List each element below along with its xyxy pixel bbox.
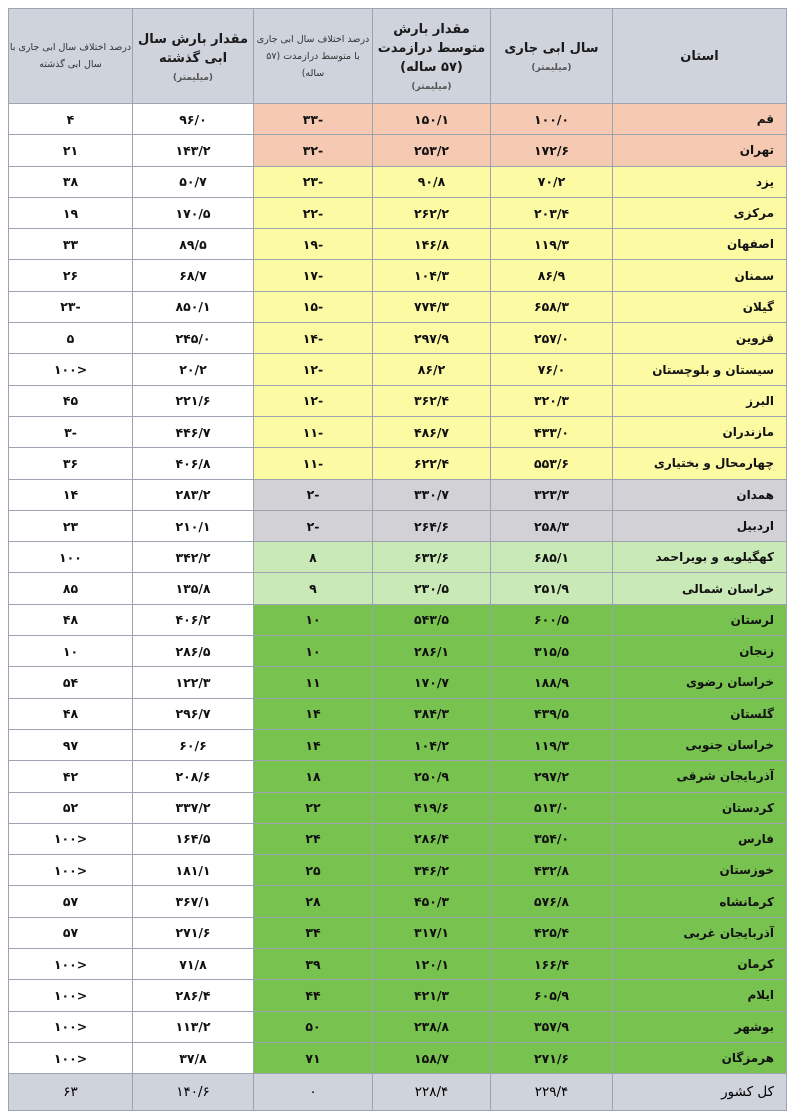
diff-vs-avg-cell: -۳۲ <box>254 135 373 166</box>
long-term-avg-cell: ۹۰/۸ <box>373 166 491 197</box>
current-year-cell: ۳۲۳/۳ <box>491 479 613 510</box>
long-term-avg-cell: ۱۴۶/۸ <box>373 229 491 260</box>
last-year-cell: ۶۸/۷ <box>133 260 254 291</box>
last-year-cell: ۳۴۲/۲ <box>133 542 254 573</box>
current-year-cell: ۳۵۷/۹ <box>491 1011 613 1042</box>
current-year-cell: ۴۳۲/۸ <box>491 855 613 886</box>
total-diff-avg-cell: ۰ <box>254 1074 373 1111</box>
long-term-avg-cell: ۲۳۰/۵ <box>373 573 491 604</box>
long-term-avg-cell: ۴۸۶/۷ <box>373 416 491 447</box>
province-cell: هرمزگان <box>613 1042 787 1073</box>
last-year-cell: ۱۶۴/۵ <box>133 823 254 854</box>
table-row <box>9 949 787 980</box>
province-cell: اردبیل <box>613 510 787 541</box>
long-term-avg-cell: ۴۲۱/۳ <box>373 980 491 1011</box>
diff-vs-last-cell: ۱۴ <box>9 479 133 510</box>
diff-vs-avg-cell: -۱۱ <box>254 448 373 479</box>
diff-vs-avg-cell: ۷۱ <box>254 1042 373 1073</box>
table-row <box>9 197 787 228</box>
province-cell: فارس <box>613 823 787 854</box>
last-year-cell: ۴۴۶/۷ <box>133 416 254 447</box>
last-year-cell: ۱۳۵/۸ <box>133 573 254 604</box>
long-term-avg-cell: ۳۶۲/۴ <box>373 385 491 416</box>
diff-vs-last-cell: ۴۸ <box>9 698 133 729</box>
last-year-cell: ۳۳۷/۲ <box>133 792 254 823</box>
long-term-avg-cell: ۸۶/۲ <box>373 354 491 385</box>
header-diff-vs-last: درصد اختلاف سال ابی جاری با سال ابی گذشته <box>9 9 133 104</box>
diff-vs-avg-cell: -۱۷ <box>254 260 373 291</box>
province-cell: یزد <box>613 166 787 197</box>
province-cell: خوزستان <box>613 855 787 886</box>
header-current-year: سال ابی جاری (میلیمتر) <box>491 9 613 104</box>
current-year-cell: ۳۵۴/۰ <box>491 823 613 854</box>
province-cell: تهران <box>613 135 787 166</box>
diff-vs-last-cell: ۵۷ <box>9 886 133 917</box>
last-year-cell: ۹۶/۰ <box>133 104 254 135</box>
long-term-avg-cell: ۲۸۶/۱ <box>373 636 491 667</box>
table-row <box>9 104 787 135</box>
last-year-cell: ۲۸۶/۴ <box>133 980 254 1011</box>
province-cell: البرز <box>613 385 787 416</box>
long-term-avg-cell: ۱۲۰/۱ <box>373 949 491 980</box>
long-term-avg-cell: ۲۵۳/۲ <box>373 135 491 166</box>
diff-vs-last-cell: ۴۵ <box>9 385 133 416</box>
current-year-cell: ۳۲۰/۳ <box>491 385 613 416</box>
diff-vs-last-cell: ۳۳ <box>9 229 133 260</box>
long-term-avg-cell: ۵۴۳/۵ <box>373 604 491 635</box>
diff-vs-last-cell: <۱۰۰ <box>9 1011 133 1042</box>
current-year-cell: ۲۵۱/۹ <box>491 573 613 604</box>
last-year-cell: ۵۰/۷ <box>133 166 254 197</box>
long-term-avg-cell: ۳۴۶/۲ <box>373 855 491 886</box>
province-cell: کرمان <box>613 949 787 980</box>
current-year-cell: ۴۲۵/۴ <box>491 917 613 948</box>
diff-vs-last-cell: <۱۰۰ <box>9 855 133 886</box>
diff-vs-last-cell: ۴ <box>9 104 133 135</box>
diff-vs-avg-cell: ۱۱ <box>254 667 373 698</box>
province-cell: مرکزی <box>613 197 787 228</box>
diff-vs-last-cell: ۱۰ <box>9 636 133 667</box>
diff-vs-avg-cell: ۳۴ <box>254 917 373 948</box>
header-last-year: مقدار بارش سال ابی گذشته (میلیمتر) <box>133 9 254 104</box>
long-term-avg-cell: ۳۸۴/۳ <box>373 698 491 729</box>
table-row <box>9 323 787 354</box>
province-cell: آذربایجان غربی <box>613 917 787 948</box>
long-term-avg-cell: ۳۱۷/۱ <box>373 917 491 948</box>
table-row <box>9 698 787 729</box>
province-cell: کهگیلویه و بویراحمد <box>613 542 787 573</box>
table-row <box>9 510 787 541</box>
diff-vs-avg-cell: -۱۴ <box>254 323 373 354</box>
table-row <box>9 542 787 573</box>
current-year-cell: ۲۵۷/۰ <box>491 323 613 354</box>
diff-vs-avg-cell: -۱۲ <box>254 385 373 416</box>
long-term-avg-cell: ۱۵۸/۷ <box>373 1042 491 1073</box>
last-year-cell: ۲۰/۲ <box>133 354 254 385</box>
current-year-cell: ۲۵۸/۳ <box>491 510 613 541</box>
total-current-cell: ۲۲۹/۴ <box>491 1074 613 1111</box>
last-year-cell: ۱۴۳/۲ <box>133 135 254 166</box>
current-year-cell: ۱۸۸/۹ <box>491 667 613 698</box>
long-term-avg-cell: ۲۶۲/۲ <box>373 197 491 228</box>
diff-vs-avg-cell: -۱۹ <box>254 229 373 260</box>
long-term-avg-cell: ۴۱۹/۶ <box>373 792 491 823</box>
current-year-cell: ۲۹۷/۲ <box>491 761 613 792</box>
long-term-avg-cell: ۳۳۰/۷ <box>373 479 491 510</box>
long-term-avg-cell: ۷۷۴/۳ <box>373 291 491 322</box>
last-year-cell: ۲۷۱/۶ <box>133 917 254 948</box>
province-cell: آذربایجان شرقی <box>613 761 787 792</box>
diff-vs-avg-cell: ۹ <box>254 573 373 604</box>
diff-vs-last-cell: ۲۶ <box>9 260 133 291</box>
diff-vs-last-cell: ۴۲ <box>9 761 133 792</box>
long-term-avg-cell: ۶۳۲/۶ <box>373 542 491 573</box>
diff-vs-last-cell: ۲۱ <box>9 135 133 166</box>
table-row <box>9 761 787 792</box>
last-year-cell: ۲۹۶/۷ <box>133 698 254 729</box>
diff-vs-avg-cell: ۸ <box>254 542 373 573</box>
table-row <box>9 1042 787 1073</box>
table-row <box>9 980 787 1011</box>
last-year-cell: ۸۵۰/۱ <box>133 291 254 322</box>
last-year-cell: ۲۲۱/۶ <box>133 385 254 416</box>
header-row <box>9 9 787 104</box>
province-cell: گیلان <box>613 291 787 322</box>
diff-vs-last-cell: ۴۸ <box>9 604 133 635</box>
table-row <box>9 166 787 197</box>
header-province: استان <box>613 9 787 104</box>
diff-vs-avg-cell: -۲ <box>254 510 373 541</box>
table-row <box>9 792 787 823</box>
diff-vs-last-cell: <۱۰۰ <box>9 354 133 385</box>
diff-vs-last-cell: -۲۳ <box>9 291 133 322</box>
table-row <box>9 291 787 322</box>
table-row <box>9 260 787 291</box>
diff-vs-avg-cell: -۱۱ <box>254 416 373 447</box>
current-year-cell: ۴۳۹/۵ <box>491 698 613 729</box>
diff-vs-avg-cell: -۳۳ <box>254 104 373 135</box>
diff-vs-avg-cell: ۲۴ <box>254 823 373 854</box>
table-row <box>9 917 787 948</box>
diff-vs-avg-cell: ۴۴ <box>254 980 373 1011</box>
province-cell: مازندران <box>613 416 787 447</box>
table-row <box>9 229 787 260</box>
table-row <box>9 416 787 447</box>
diff-vs-avg-cell: ۱۴ <box>254 698 373 729</box>
last-year-cell: ۱۱۳/۲ <box>133 1011 254 1042</box>
long-term-avg-cell: ۲۸۶/۴ <box>373 823 491 854</box>
last-year-cell: ۲۸۶/۵ <box>133 636 254 667</box>
diff-vs-avg-cell: ۲۲ <box>254 792 373 823</box>
province-cell: قزوین <box>613 323 787 354</box>
diff-vs-last-cell: ۹۷ <box>9 729 133 760</box>
current-year-cell: ۶۰۵/۹ <box>491 980 613 1011</box>
current-year-cell: ۵۷۶/۸ <box>491 886 613 917</box>
province-cell: کرمانشاه <box>613 886 787 917</box>
diff-vs-avg-cell: ۲۵ <box>254 855 373 886</box>
total-row <box>9 1074 787 1111</box>
diff-vs-last-cell: ۲۳ <box>9 510 133 541</box>
rainfall-table-container <box>8 8 786 1111</box>
table-row <box>9 667 787 698</box>
diff-vs-last-cell: -۳ <box>9 416 133 447</box>
table-body <box>9 104 787 1074</box>
table-row <box>9 135 787 166</box>
long-term-avg-cell: ۲۶۴/۶ <box>373 510 491 541</box>
diff-vs-last-cell: ۵۲ <box>9 792 133 823</box>
diff-vs-avg-cell: ۱۰ <box>254 636 373 667</box>
long-term-avg-cell: ۱۵۰/۱ <box>373 104 491 135</box>
diff-vs-last-cell: ۱۰۰ <box>9 542 133 573</box>
last-year-cell: ۴۰۶/۲ <box>133 604 254 635</box>
last-year-cell: ۸۹/۵ <box>133 229 254 260</box>
last-year-cell: ۳۷/۸ <box>133 1042 254 1073</box>
current-year-cell: ۳۱۵/۵ <box>491 636 613 667</box>
diff-vs-avg-cell: ۱۰ <box>254 604 373 635</box>
last-year-cell: ۴۰۶/۸ <box>133 448 254 479</box>
diff-vs-last-cell: ۸۵ <box>9 573 133 604</box>
table-row <box>9 573 787 604</box>
current-year-cell: ۷۰/۲ <box>491 166 613 197</box>
province-cell: ایلام <box>613 980 787 1011</box>
long-term-avg-cell: ۲۹۷/۹ <box>373 323 491 354</box>
table-row <box>9 729 787 760</box>
province-cell: لرستان <box>613 604 787 635</box>
province-cell: گلستان <box>613 698 787 729</box>
total-diff-last-cell: ۶۳ <box>9 1074 133 1111</box>
diff-vs-avg-cell: -۱۵ <box>254 291 373 322</box>
last-year-cell: ۲۸۳/۲ <box>133 479 254 510</box>
table-row <box>9 636 787 667</box>
province-cell: قم <box>613 104 787 135</box>
diff-vs-avg-cell: ۵۰ <box>254 1011 373 1042</box>
province-cell: همدان <box>613 479 787 510</box>
diff-vs-last-cell: <۱۰۰ <box>9 949 133 980</box>
diff-vs-last-cell: <۱۰۰ <box>9 980 133 1011</box>
diff-vs-last-cell: <۱۰۰ <box>9 1042 133 1073</box>
long-term-avg-cell: ۴۵۰/۳ <box>373 886 491 917</box>
province-cell: خراسان شمالی <box>613 573 787 604</box>
current-year-cell: ۶۸۵/۱ <box>491 542 613 573</box>
current-year-cell: ۱۱۹/۳ <box>491 229 613 260</box>
province-cell: خراسان رضوی <box>613 667 787 698</box>
diff-vs-avg-cell: -۲ <box>254 479 373 510</box>
diff-vs-avg-cell: ۲۸ <box>254 886 373 917</box>
last-year-cell: ۱۸۱/۱ <box>133 855 254 886</box>
last-year-cell: ۲۰۸/۶ <box>133 761 254 792</box>
province-cell: سمنان <box>613 260 787 291</box>
province-cell: اصفهان <box>613 229 787 260</box>
total-province-cell: کل کشور <box>613 1074 787 1111</box>
last-year-cell: ۱۲۲/۳ <box>133 667 254 698</box>
header-diff-vs-avg: درصد اختلاف سال ابی جاری با متوسط درازمدت (۵۷ ساله) <box>254 9 373 104</box>
current-year-cell: ۲۷۱/۶ <box>491 1042 613 1073</box>
last-year-cell: ۳۶۷/۱ <box>133 886 254 917</box>
province-cell: زنجان <box>613 636 787 667</box>
current-year-cell: ۲۰۳/۴ <box>491 197 613 228</box>
diff-vs-last-cell: ۵۷ <box>9 917 133 948</box>
table-row <box>9 604 787 635</box>
province-cell: خراسان جنوبی <box>613 729 787 760</box>
province-cell: چهارمحال و بختیاری <box>613 448 787 479</box>
current-year-cell: ۶۰۰/۵ <box>491 604 613 635</box>
table-row <box>9 823 787 854</box>
diff-vs-last-cell: ۳۶ <box>9 448 133 479</box>
long-term-avg-cell: ۱۰۴/۳ <box>373 260 491 291</box>
province-cell: کردستان <box>613 792 787 823</box>
long-term-avg-cell: ۱۰۴/۲ <box>373 729 491 760</box>
current-year-cell: ۱۶۶/۴ <box>491 949 613 980</box>
province-cell: سیستان و بلوچستان <box>613 354 787 385</box>
diff-vs-last-cell: ۳۸ <box>9 166 133 197</box>
current-year-cell: ۶۵۸/۳ <box>491 291 613 322</box>
last-year-cell: ۲۱۰/۱ <box>133 510 254 541</box>
province-cell: بوشهر <box>613 1011 787 1042</box>
diff-vs-avg-cell: -۲۲ <box>254 197 373 228</box>
diff-vs-avg-cell: ۳۹ <box>254 949 373 980</box>
diff-vs-last-cell: ۵۴ <box>9 667 133 698</box>
table-row <box>9 385 787 416</box>
long-term-avg-cell: ۶۲۲/۴ <box>373 448 491 479</box>
current-year-cell: ۱۰۰/۰ <box>491 104 613 135</box>
current-year-cell: ۸۶/۹ <box>491 260 613 291</box>
table-row <box>9 354 787 385</box>
long-term-avg-cell: ۱۷۰/۷ <box>373 667 491 698</box>
long-term-avg-cell: ۲۳۸/۸ <box>373 1011 491 1042</box>
diff-vs-avg-cell: ۱۸ <box>254 761 373 792</box>
total-avg-cell: ۲۲۸/۴ <box>373 1074 491 1111</box>
diff-vs-avg-cell: ۱۴ <box>254 729 373 760</box>
diff-vs-last-cell: ۱۹ <box>9 197 133 228</box>
last-year-cell: ۶۰/۶ <box>133 729 254 760</box>
long-term-avg-cell: ۲۵۰/۹ <box>373 761 491 792</box>
current-year-cell: ۱۱۹/۳ <box>491 729 613 760</box>
table-row <box>9 448 787 479</box>
table-row <box>9 479 787 510</box>
diff-vs-last-cell: ۵ <box>9 323 133 354</box>
total-last-cell: ۱۴۰/۶ <box>133 1074 254 1111</box>
diff-vs-avg-cell: -۱۲ <box>254 354 373 385</box>
last-year-cell: ۲۴۵/۰ <box>133 323 254 354</box>
table-row <box>9 886 787 917</box>
current-year-cell: ۵۱۳/۰ <box>491 792 613 823</box>
last-year-cell: ۱۷۰/۵ <box>133 197 254 228</box>
rainfall-table <box>8 8 787 1111</box>
current-year-cell: ۵۵۳/۶ <box>491 448 613 479</box>
table-row <box>9 1011 787 1042</box>
header-long-term-avg: مقدار بارش متوسط درازمدت (۵۷ ساله) (میلیمتر) <box>373 9 491 104</box>
diff-vs-last-cell: <۱۰۰ <box>9 823 133 854</box>
current-year-cell: ۱۷۲/۶ <box>491 135 613 166</box>
diff-vs-avg-cell: -۲۳ <box>254 166 373 197</box>
current-year-cell: ۴۳۳/۰ <box>491 416 613 447</box>
last-year-cell: ۷۱/۸ <box>133 949 254 980</box>
current-year-cell: ۷۶/۰ <box>491 354 613 385</box>
table-row <box>9 855 787 886</box>
